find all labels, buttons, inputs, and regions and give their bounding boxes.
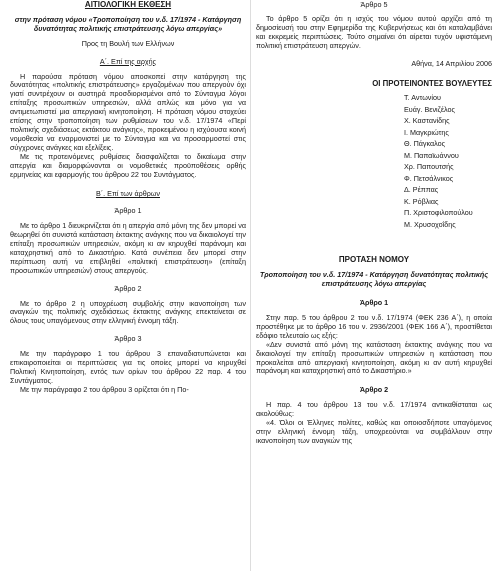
signatory: Τ. Αντωνίου bbox=[404, 93, 441, 103]
proposal-article-2-text: Η παρ. 4 του άρθρου 13 του ν.δ. 17/1974 αντικαθίσταται ως ακολούθως: bbox=[256, 400, 492, 419]
article-3-text: Με την παράγραφο 1 του άρθρου 3 επαναδιατυπώνεται και επικαιροποιείται οι περιπτώσεις για τις οποίες μπορεί να κηρυχθεί Πολιτική Κινητοποίηση, εντός των ορίων του άρθρου 22 παρ. 4 του Συντάγματος. bbox=[10, 349, 246, 385]
proposal-article-2-heading: Άρθρο 2 bbox=[359, 385, 389, 395]
signatories-list bbox=[404, 92, 492, 230]
signatory: Κ. Ρόβλιας bbox=[404, 196, 439, 206]
column-divider bbox=[250, 0, 251, 571]
article-5-heading: Άρθρο 5 bbox=[360, 0, 388, 9]
paragraph-2: Με τις προτεινόμενες ρυθμίσεις διασφαλίζεται το δικαίωμα στην απεργία και διαμορφώνονται οι νομοθετικές προϋποθέσεις ορθής ερμηνείας και εφαρμογής του άρθρου 22 του Συντάγματος. bbox=[10, 151, 246, 179]
section-b-heading: Β΄. Επί των άρθρων bbox=[95, 189, 160, 199]
addressee: Προς τη Βουλή των Ελλήνων bbox=[81, 38, 175, 48]
proposal-title: ΠΡΟΤΑΣΗ ΝΟΜΟΥ bbox=[338, 255, 410, 265]
section-a-heading: Α΄. Επί της αρχής bbox=[99, 56, 157, 66]
article-1-text: Με το άρθρο 1 διευκρινίζεται ότι η απεργία από μόνη της δεν μπορεί να θεωρηθεί ότι συνιστά κατάσταση έκτακτης ανάγκης που να δικαιολογεί την επίταξη προσωπικών υπηρεσιών, ακόμη κι αν κηρυχθεί παράνομη και καταχρηστική από το Δικαστήριο. Κατά συνέπεια δεν μπορεί στην περίπτωση αυτή να επιβληθεί «πολιτική επιστράτευση» (επίταξη προσωπικών υπηρεσιών) στους απεργούς. bbox=[10, 221, 246, 275]
article-1-heading: Άρθρο 1 bbox=[114, 206, 142, 216]
article-3-text-continued: Με την παράγραφο 2 του άρθρου 3 ορίζεται ότι η Πο- bbox=[20, 384, 189, 394]
paragraph-1: Η παρούσα πρόταση νόμου αποσκοπεί στην κατάργηση της δυνατότητας «πολιτικής επιστράτευσης» εργαζομένων που απεργούν όχι γιατί συντρέχουν οι αυστηρά προσδιορισμένοι από το Σύνταγμα λόγοι επίταξης προσωπικών υπηρεσιών, αλλά απλώς και μόνο για να αντιμετωπιστεί μια απεργιακή κινητοποίηση. Η πρόταση νόμου στοχεύει επίσης στην τροποποίηση των ρυθμίσεων του ν.δ. 17/1974 «Περί πολιτικής σχεδιάσεως εκτάκτου ανάγκης», προκειμένου η ισχύουσα κοινή νομοθεσία να εναρμονιστεί με το Σύνταγμα και να προσαρμοστεί στις σύγχρονες ανάγκες και εξελίξεις. bbox=[10, 71, 246, 152]
proposal-article-1-text: Στην παρ. 5 του άρθρου 2 του ν.δ. 17/1974 (ΦΕΚ 236 Α΄), η οποία προστέθηκε με το άρθρο 16 του ν. 2936/2001 (ΦΕΚ 166 Α΄), προστίθεται εδάφιο τελευταίο ως εξής: bbox=[256, 312, 492, 340]
signatory: Ευάγ. Βενιζέλος bbox=[404, 104, 455, 114]
proposal-article-2-quote: «4. Όλοι οι Έλληνες πολίτες, καθώς και οποιοσδήποτε υπαγόμενος στην ελληνική έννομη τάξη, υποχρεούνται να συμβάλλουν στην ικανοποίηση των αναγκών της bbox=[256, 418, 492, 445]
right-column bbox=[256, 0, 492, 446]
proposal-article-1-heading: Άρθρο 1 bbox=[359, 298, 389, 308]
signatory: Θ. Πάγκαλος bbox=[404, 139, 446, 149]
signatory: Μ. Παπαϊωάννου bbox=[404, 150, 459, 160]
article-5-text: Το άρθρο 5 ορίζει ότι η ισχύς του νόμου αυτού αρχίζει από τη δημοσίευσή του στην Εφημερίδα της Κυβερνήσεως και ότι καταλαμβάνει και εκκρεμείς περιπτώσεις. Τούτο σημαίνει ότι αίρεται τυχόν υφιστάμενη πολιτική επιστράτευση απεργών. bbox=[256, 13, 492, 50]
signatory: Π. Χριστοφιλοπούλου bbox=[404, 208, 473, 218]
proposal-subtitle: Τροποποίηση του ν.δ. 17/1974 - Κατάργηση δυνατότητας πολιτικής επιστράτευσης λόγω απεργίας bbox=[259, 270, 489, 289]
report-subtitle: στην πρόταση νόμου «Τροποποίηση του ν.δ. 17/1974 - Κατάργηση δυνατότητας πολιτικής επιστράτευσης λόγω απεργίας» bbox=[14, 14, 242, 33]
proposal-article-1-quote: «Δεν συνιστά από μόνη της κατάσταση έκτακτης ανάγκης που να δικαιολογεί την επίταξη προσωπικών υπηρεσιών η κατάσταση που προκαλείται από απεργιακή κινητοποίηση, ακόμη κι αν αυτή κηρυχθεί παράνομη και καταχρηστική από το Δικαστήριο.» bbox=[256, 339, 492, 376]
article-3-heading: Άρθρο 3 bbox=[114, 334, 142, 344]
left-column bbox=[10, 0, 246, 395]
signatory: Χρ. Παπουτσής bbox=[404, 162, 454, 172]
signatories-heading: ΟΙ ΠΡΟΤΕΙΝΟΝΤΕΣ ΒΟΥΛΕΥΤΕΣ bbox=[372, 79, 492, 89]
signatory: Χ. Καστανίδης bbox=[404, 116, 450, 126]
signing-date: Αθήνα, 14 Απριλίου 2006 bbox=[411, 58, 492, 68]
signatory: Ι. Μαγκριώτης bbox=[404, 127, 449, 137]
signatory: Μ. Χρυσοχοΐδης bbox=[404, 219, 456, 229]
article-2-text: Με το άρθρο 2 η υποχρέωση συμβολής στην ικανοποίηση των αναγκών της πολιτικής σχεδιάσεως έκτακτης ανάγκης επεκτείνεται σε όλους τους υπαγόμενους στην ελληνική έννομη τάξη. bbox=[10, 298, 246, 326]
report-title: ΑΙΤΙΟΛΟΓΙΚΗ ΕΚΘΕΣΗ bbox=[84, 0, 172, 9]
article-2-heading: Άρθρο 2 bbox=[114, 283, 142, 293]
signatory: Δ. Ρέππας bbox=[404, 185, 439, 195]
signatory: Φ. Πετσάλνικος bbox=[404, 173, 454, 183]
